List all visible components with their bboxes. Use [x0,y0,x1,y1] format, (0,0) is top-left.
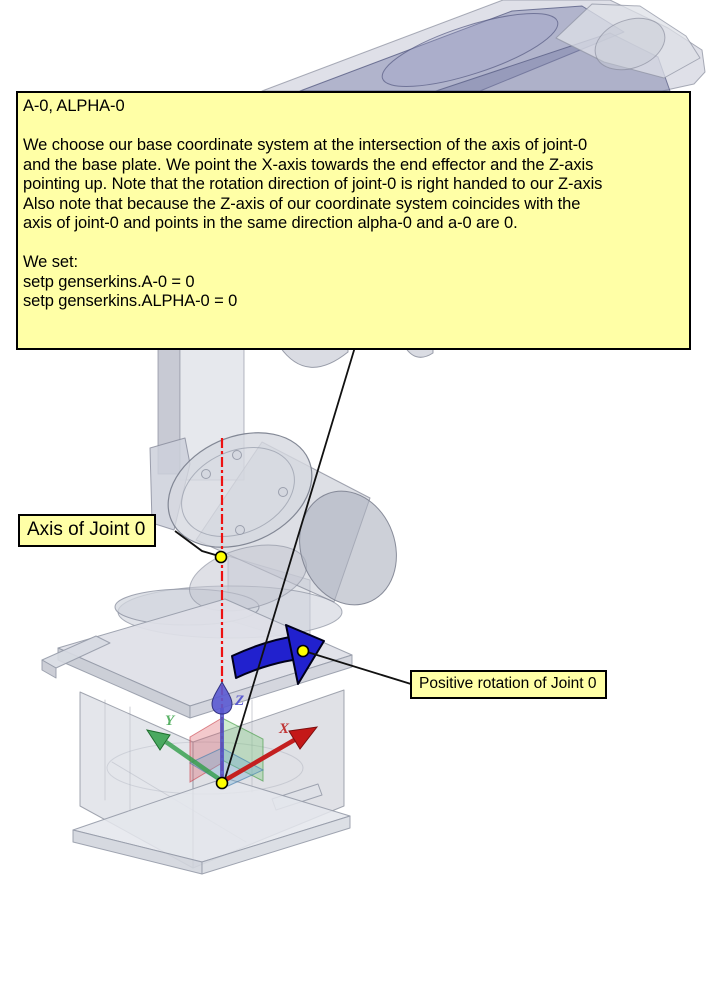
axis-point-marker [216,552,227,563]
x-axis-label: X [279,721,290,737]
note-line: We choose our base coordinate system at the intersection of the axis of joint-0 [23,136,588,154]
origin-marker [217,778,228,789]
arm-underside [280,347,433,367]
note-line [23,234,689,254]
note-line: axis of joint-0 and points in the same direction alpha-0 and a-0 are 0. [23,214,518,232]
note-line: and the base plate. We point the X-axis towards the end effector and the Z-axis [23,155,594,174]
upper-arm [262,0,705,101]
axis-of-joint-callout: Axis of Joint 0 [18,514,156,547]
note-line: Also note that because the Z-axis of our coordinate system coincides with the [23,194,581,213]
rotation-point-marker [298,646,309,657]
note-box [16,91,691,350]
note-line: We set: [23,253,78,271]
z-axis-label: Z [235,693,245,709]
note-title: A-0, ALPHA-0 [23,97,125,115]
note-line: setp genserkins.A-0 = 0 [23,272,195,291]
note-line: setp genserkins.ALPHA-0 = 0 [23,292,238,310]
y-axis-label: Y [165,713,175,729]
positive-rotation-callout: Positive rotation of Joint 0 [410,670,607,699]
note-line: pointing up. Note that the rotation direction of joint-0 is right handed to our Z-axis [23,175,603,193]
note-line [23,117,689,137]
